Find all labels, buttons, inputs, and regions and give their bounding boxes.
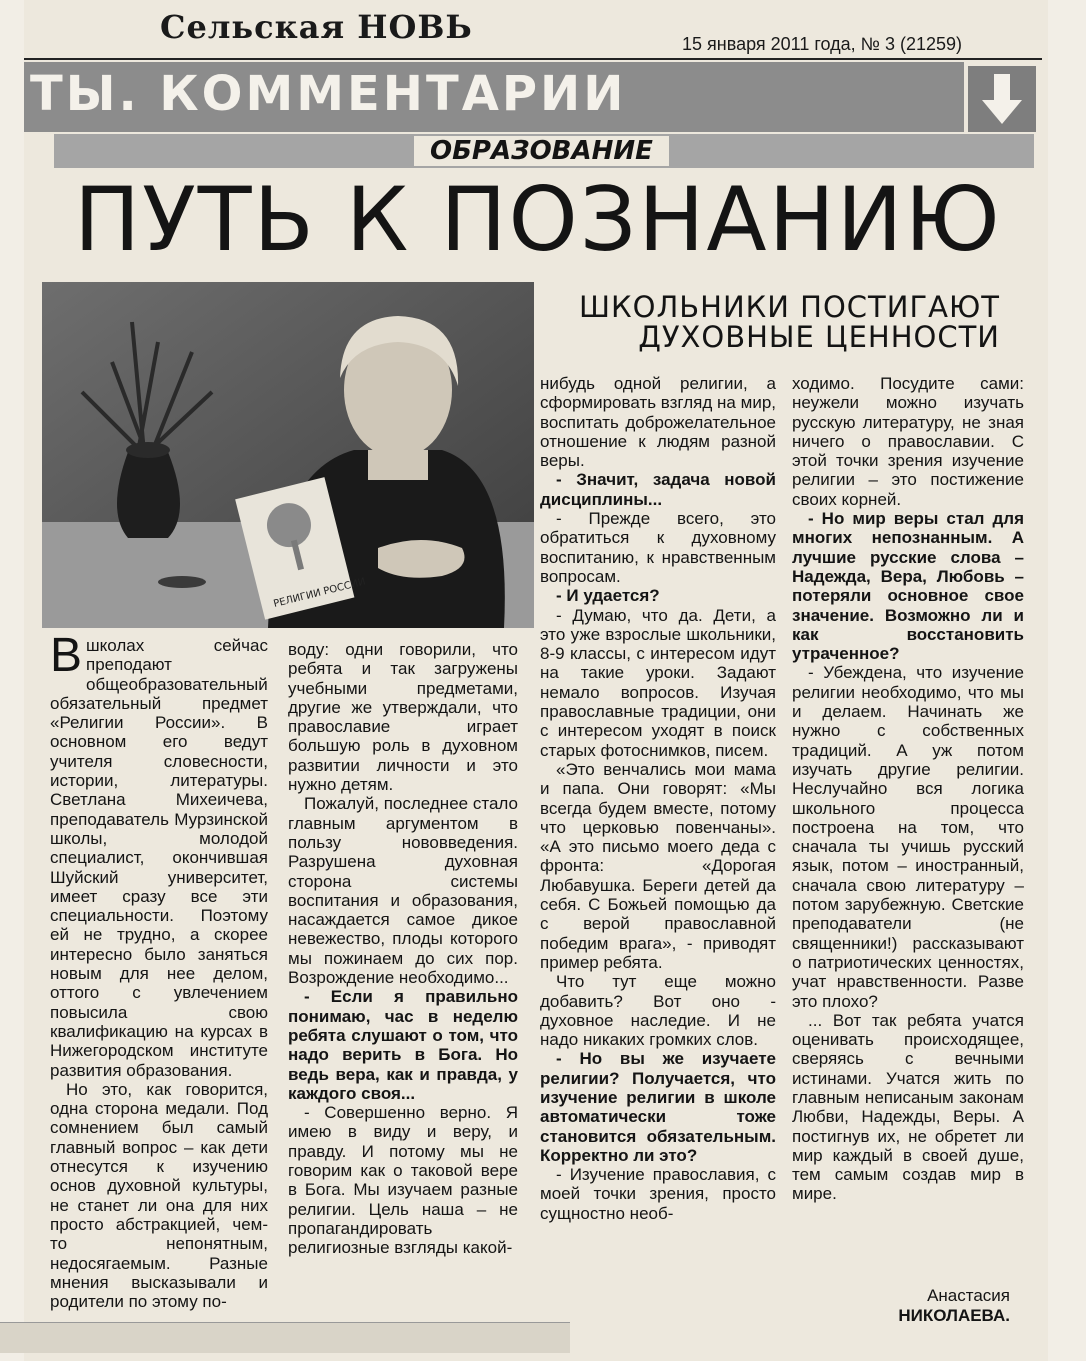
subhead-line-1: ШКОЛЬНИКИ ПОСТИГАЮТ xyxy=(579,290,1000,324)
author-name: Анастасия xyxy=(927,1286,1010,1305)
paragraph: Пожалуй, последнее стало главным аргументом в пользу нововведения. Разрушена духовная сторона системы воспитания и образования, насаждается самое дикое невежество, плоды которого мы пожинаем до сих пор. Возрождение необходимо... xyxy=(288,794,518,988)
interview-question: - Но мир веры стал для многих непознанным. А лучшие русские слова – Надежда, Вера, Любовь – потеряли основное свое значение. Возможно ли и как восстановить утраченное? xyxy=(792,509,1024,664)
article-headline: ПУТЬ К ПОЗНАНИЮ xyxy=(74,168,1002,271)
paragraph: - Убеждена, что изучение религии необходимо, что мы и делаем. Начинать же нужно с собственных традиций. А уж потом изучать другие религии. Неслучайно вся логика школьного процесса построена на том, что сначала ты учишь русский язык, потом – иностранный, сначала свою литературу – потом зарубежную. Светские преподаватели (не священники!) рассказывают о патриотических ценностях, учат нравственности. Разве это плохо? xyxy=(792,663,1024,1011)
paragraph: - Думаю, что да. Дети, а это уже взрослые школьники, 8-9 классы, с интересом идут на такие уроки. Задают немало вопросов. Изучая православные традиции, они с интересом уходят в поиск старых фотоснимков, писем. xyxy=(540,605,776,760)
text-column-1 xyxy=(50,629,268,1312)
header-rule xyxy=(24,58,1042,60)
issue-dateline: 15 января 2011 года, № 3 (21259) xyxy=(682,34,963,54)
torn-bottom-strip xyxy=(0,1322,570,1353)
drop-cap: В xyxy=(50,629,83,682)
masthead: Сельская НОВЬ xyxy=(160,8,473,46)
article-photo xyxy=(42,282,534,628)
paragraph: ходимо. Посудите сами: неужели можно изучать русскую литературу, не зная ничего о православии. С этой точки зрения изучение религии – это постижение своих корней. xyxy=(792,374,1024,509)
subhead-line-2: ДУХОВНЫЕ ЦЕННОСТИ xyxy=(638,320,1000,354)
text-column-4 xyxy=(792,374,1024,1204)
paragraph: - Совершенно верно. Я имею в виду и веру, и правду. И потому мы не говорим как о таковой вере в Бога. Мы изучаем разные религии. Цель наша – не пропагандировать религиозные взгляды какой- xyxy=(288,1103,518,1258)
paragraph: - Изучение православия, с моей точки зрения, просто сущностно необ- xyxy=(540,1165,776,1223)
arrow-down-icon xyxy=(968,66,1036,132)
paragraph: Но это, как говорится, одна сторона медали. Под сомнением был самый главный вопрос – как дети отнесутся к изучению основ духовной культуры, не станет ли она для них просто абстракцией, чем-то непонятным, недосягаемым. Разные мнения высказывали и родители по этому по- xyxy=(50,1079,268,1312)
text-column-2 xyxy=(288,640,518,1258)
paragraph: нибудь одной религии, а сформировать взгляд на мир, воспитать доброжелательное отношение к людям разной веры. xyxy=(540,374,776,471)
book-title: РЕЛИГИИ РОССИИ xyxy=(272,576,367,610)
text-column-3 xyxy=(540,374,776,1223)
paragraph: школах сейчас преподают общеобразовательный обязательный предмет «Религии России». В основном его ведут учителя словесности, истории, литературы. Светлана Михеичева, преподаватель Мурзинской школы, молодой специалист, окончившая Шуйский университет, имеет сразу все эти специальности. Поэтому ей не трудно, а скорее интересно было заняться новым для нее делом, оттого с увлечением повысила свою квалификацию на курсах в Нижегородском институте развития образования. xyxy=(50,636,268,1080)
interview-question: - Значит, задача новой дисциплины... xyxy=(540,470,776,509)
paragraph: - Прежде всего, это обратиться к духовному воспитанию, к нравственным вопросам. xyxy=(540,509,776,586)
paragraph: «Это венчались мои мама и папа. Они говорят: «Мы всегда будем вместе, потому что церковью повенчаны». «А это письмо моего деда с фронта: «Дорогая Любавушка. Береги детей да себя. С Божьей помощью да с верой православной победим врага», - приводят пример ребята. xyxy=(540,759,776,972)
paragraph: ... Вот так ребята учатся оценивать происходящее, сверяясь с вечными истинами. Учатся жить по главным неписаным законам Любви, Надежды, Веры. А постигнув их, не обретет ли мир каждый в своей душе, тем самым создав мир в мире. xyxy=(792,1010,1024,1204)
interview-question: - Но вы же изучаете религии? Получается, что изучение религии в школе автоматически тоже становится обязательным. Корректно ли это? xyxy=(540,1049,776,1165)
interview-question: - Если я правильно понимаю, час в неделю ребята слушают о том, что надо верить в Бога. Но ведь вера, как и правда, у каждого своя... xyxy=(288,987,518,1103)
paragraph: воду: одни говорили, что ребята и так загружены учебными предметами, другие же утверждали, что православие играет большую роль в духовном развитии личности и это нужно детям. xyxy=(288,640,518,795)
section-label: ОБРАЗОВАНИЕ xyxy=(414,136,669,166)
rubric-title: ТЫ. КОММЕНТАРИИ xyxy=(30,66,627,122)
author-surname: НИКОЛАЕВА. xyxy=(898,1306,1010,1325)
article-subhead xyxy=(560,292,1000,352)
byline xyxy=(860,1286,1010,1326)
paragraph: Что тут еще можно добавить? Вот оно - духовное наследие. И не надо никаких громких слов. xyxy=(540,972,776,1050)
interview-question: - И удается? xyxy=(556,586,660,606)
